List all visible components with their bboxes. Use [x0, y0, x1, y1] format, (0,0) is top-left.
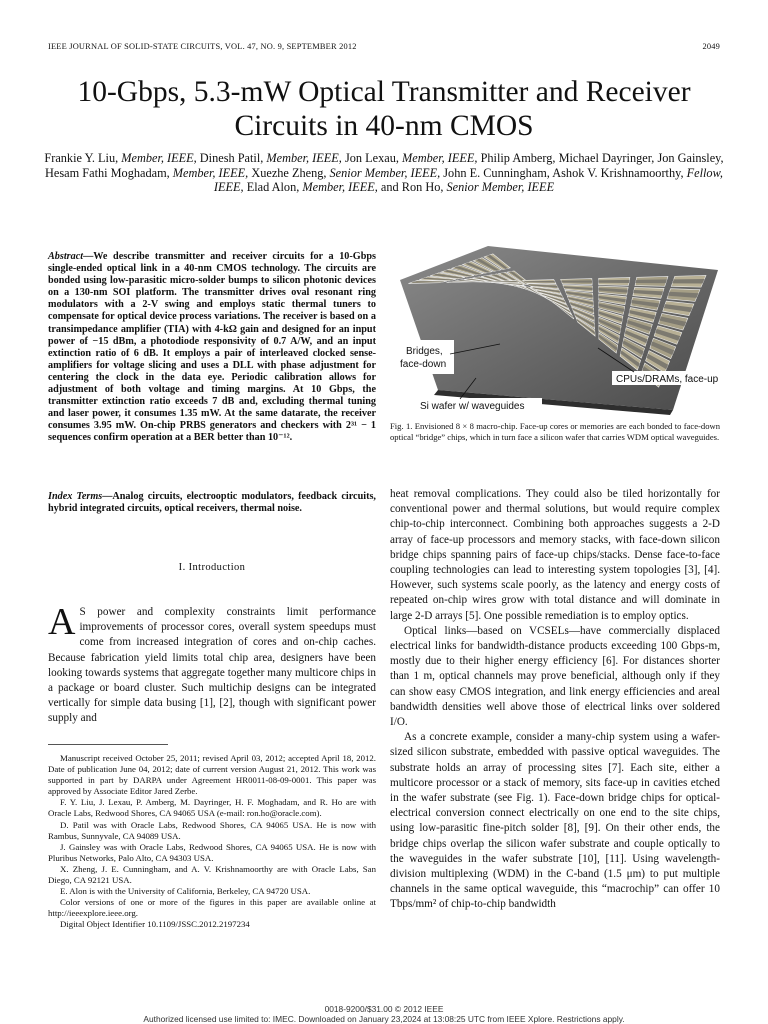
author-role: Member, IEEE,: [402, 151, 478, 165]
author-name: and Ron Ho,: [380, 180, 444, 195]
abstract-lead: Abstract: [48, 251, 84, 262]
footnotes: [48, 753, 376, 931]
footnote: Color versions of one or more of the figures in this paper are available online at http://ieeexplore.ieee.org.: [48, 897, 376, 919]
section-heading: I. Introduction: [178, 562, 246, 573]
figure-1-illustration: [398, 240, 720, 415]
author-role: Senior Member, IEEE: [446, 180, 555, 195]
abstract-text: —We describe transmitter and receiver circuits for a 10-Gbps single-ended optical link in a 40-nm CMOS technology. The circuits are bonded using low-parasitic micro-solder bumps to silicon photonic devices on a 130-nm SOI platform. The transmitter drives oval resonant ring modulators with a 2-V swing and employs static thermal tuners to compensate for optical device process variations. The receiver is based on a transimpedance amplifier (TIA) with 4-kΩ gain and designed for an input power of −15 dBm, a photodiode responsivity of 0.7 A/W, and an input extinction ratio of 6 dB. It employs a pair of interleaved clocked sense-amplifiers for voltage slicing and uses a DLL with phase adjustment for centering the clock in the data eye. Periodic calibration allows for adjustment of both voltage and timing margins. At 10 Gbps, the transmitter extinction ratio exceeds 7 dB and, excluding thermal tuning and laser power, it consumes 1.35 mW. At the same datarate, the receiver consumes 3.95 mW. On-chip PRBS generators and checkers with 2³¹ − 1 sequences confirm operation at a BER better than 10⁻¹².: [48, 251, 376, 444]
author-name: Michael Dayringer,: [558, 151, 655, 165]
footnote: Manuscript received October 25, 2011; revised April 03, 2012; accepted April 18, 2012. Date of publication June 04, 2012; date of current version August 21, 2012. This work was supported in part by DARPA under Agreement HR0011-08-09-0001. This paper was approved by Associate Editor Jared Zerbe.: [48, 753, 376, 797]
body-paragraph: heat removal complications. They could also be tiled horizontally for conventional power and thermal solutions, but would require complex chip-to-chip interconnect. Combining both approaches suggests a 2-D array of face-up processors and memory stacks, with face-down silicon bridge chips spanning pairs of face-up chips/stacks. Dense face-to-face coupling technologies can lead to interesting system topologies [3], [4]. However, such systems scale poorly, as the latency and energy costs of repeated on-chip wires grow with total distance and will dominate in large 2-D arrays [5]. One possible remediation is to employ optics.: [390, 488, 720, 622]
bridge-chip: [561, 280, 592, 282]
footnote: F. Y. Liu, J. Lexau, P. Amberg, M. Dayringer, H. F. Moghadam, and R. Ho are with Oracle Labs, Redwood Shores, CA 94065 USA (e-mail: ron.ho@oracle.com).: [48, 797, 376, 819]
intro-paragraph: [48, 601, 376, 727]
body-paragraph: Optical links—based on VCSELs—have commercially displaced electrical links for bandwidth-distance products exceeding 100 Gbps-m, mostly due to their higher energy efficiency [6]. For distances shorter than 1 m, optical channels may prove beneficial, although only if they can show easy CMOS integration, and link energy efficiencies and areal bandwidth densities well above those of electrical links over soldered I/O.: [390, 624, 720, 729]
author-name: Xuezhe Zheng,: [251, 165, 327, 180]
figure-label-bridges: Bridges,: [406, 346, 443, 357]
author-name: Elad Alon,: [246, 180, 300, 195]
index-terms-lead: Index Terms: [48, 491, 103, 502]
footnote: E. Alon is with the University of California, Berkeley, CA 94720 USA.: [60, 886, 311, 897]
author-list: [40, 151, 728, 195]
page-number: 2049: [702, 42, 720, 51]
footnote-rule: [48, 744, 168, 745]
paper-title: 10-Gbps, 5.3-mW Optical Transmitter and Receiver Circuits in 40-nm CMOS: [77, 76, 691, 142]
bridge-chip: [599, 280, 630, 283]
copyright-code: 0018-9200/$31.00 © 2012 IEEE: [324, 1004, 444, 1014]
author-role: Member, IEEE,: [266, 151, 342, 165]
license-notice: Authorized licensed use limited to: IMEC. Downloaded on January 23,2024 at 13:08:25 UTC from IEEE Xplore. Restrictions apply.: [143, 1014, 625, 1024]
figure-label-wafer: Si wafer w/ waveguides: [420, 401, 525, 412]
bridge-chip: [636, 279, 667, 283]
author-name: Frankie Y. Liu,: [44, 151, 119, 165]
drop-cap: A: [48, 601, 76, 643]
footnote: J. Gainsley was with Oracle Labs, Redwood Shores, CA 94065 USA. He is now with Pluribus Networks, Palo Alto, CA 94303 USA.: [48, 841, 376, 863]
bridge-chip: [672, 279, 704, 284]
author-name: Ashok V. Krishnamoorthy,: [552, 165, 684, 180]
abstract: [48, 251, 376, 445]
index-terms: [48, 491, 376, 515]
author-role: Member, IEEE,: [172, 165, 249, 180]
author-name: Jon Gainsley,: [657, 151, 724, 165]
right-column-body: [390, 487, 720, 913]
author-name: Jon Lexau,: [344, 151, 399, 165]
running-head: [48, 42, 720, 51]
author-role: Member, IEEE,: [121, 151, 197, 165]
footnote: Digital Object Identifier 10.1109/JSSC.2012.2197234: [60, 919, 250, 930]
index-terms-text: —Analog circuits, electrooptic modulators, feedback circuits, hybrid integrated circuits, optical receivers, thermal noise.: [48, 491, 376, 515]
author-name: Hesam Fathi Moghadam,: [45, 165, 170, 180]
journal-name: IEEE JOURNAL OF SOLID-STATE CIRCUITS, VOL. 47, NO. 9, SEPTEMBER 2012: [48, 42, 357, 51]
author-role: Fellow, IEEE,: [213, 165, 723, 195]
footnote: D. Patil was with Oracle Labs, Redwood Shores, CA 94065 USA. He is now with Rambus, Sunnyvale, CA 94089 USA.: [48, 819, 376, 841]
figure-caption: Fig. 1. Envisioned 8 × 8 macro-chip. Face-up cores or memories are each bonded to face-down optical “bridge” chips, which in turn face a silicon wafer that carries WDM optical waveguides.: [390, 421, 720, 442]
author-role: Member, IEEE,: [302, 180, 378, 195]
author-name: Philip Amberg,: [480, 151, 556, 165]
author-name: John E. Cunningham,: [443, 165, 550, 180]
figure-label-facedown: face-down: [400, 359, 447, 370]
author-name: Dinesh Patil,: [199, 151, 264, 165]
intro-text: S power and complexity constraints limit performance improvements of processor cores, overall system speedups must come from increased integration of cores and on-chip caches. Because fabrication yield limits total chip area, designers have been looking towards systems that aggregate together many multicore chips in a package or board cluster. Such multichip designs can be integrated vertically for simple data busing [1], [2], though with significant power supply and: [48, 606, 376, 725]
figure-label-cpus: CPUs/DRAMs, face-up: [616, 374, 719, 385]
author-role: Senior Member, IEEE,: [329, 165, 441, 180]
footnote: X. Zheng, J. E. Cunningham, and A. V. Krishnamoorthy are with Oracle Labs, San Diego, CA 92121 USA.: [48, 863, 376, 886]
body-paragraph: As a concrete example, consider a many-chip system using a wafer-sized silicon substrate, embedded with passive optical waveguides. The substrate holds an array of processing sites [7]. Each site, either a multicore processor or a stack of memory, sits face-up in cavities etched in the wafer substrate (see Fig. 1). Face-down bridge chips for optical-electrical conversion connect electrically on one end to the site chips, using low-parasitic fine-pitch solder [8], [9]. On their other ends, the bridge chips overlap the silicon wafer substrate and couple optically to the waveguides in the wafer substrate [10], [11]. Using wavelength-division multiplexing (WDM) in the C-band (1.5 μm) to put multiple channels in the same optical waveguide, this “macrochip” can offer 10 Tbps/mm² of chip-to-chip bandwidth: [390, 731, 720, 911]
